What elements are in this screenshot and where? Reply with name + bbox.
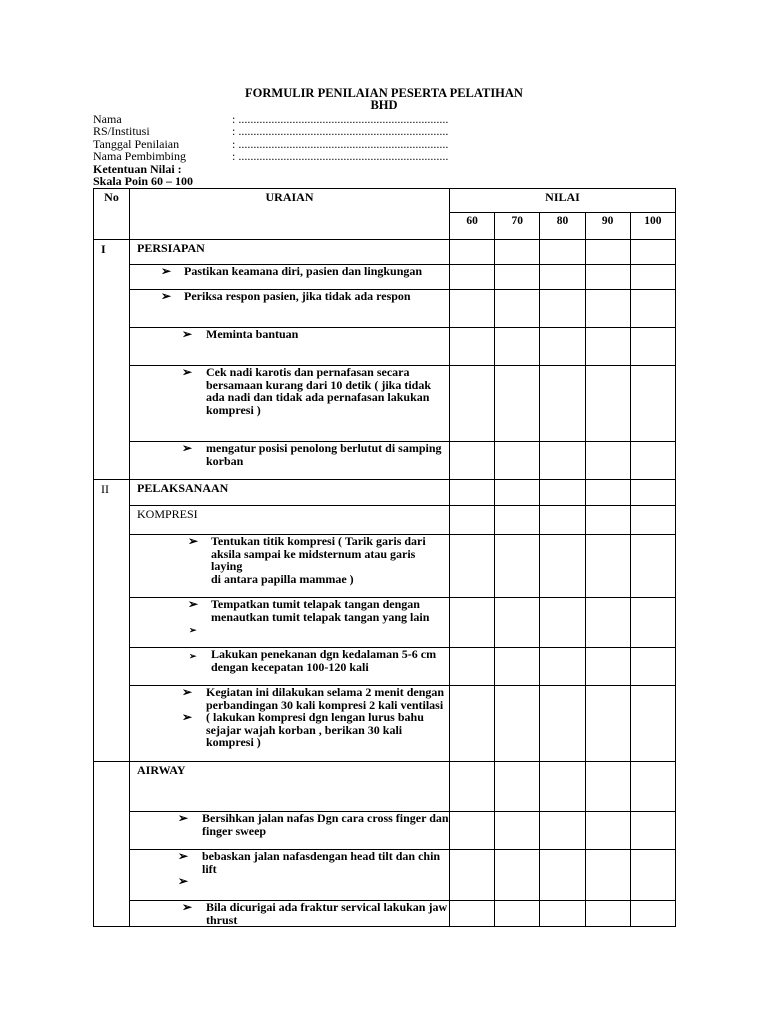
score-cell[interactable] [585, 762, 630, 812]
header-nilai: NILAI [450, 189, 676, 213]
list-item [130, 290, 450, 328]
score-cell[interactable] [450, 328, 495, 366]
score-cell[interactable] [450, 480, 495, 506]
rules-heading: Ketentuan Nilai : [93, 162, 182, 176]
section-title: PERSIAPAN [130, 240, 450, 265]
item-text [206, 366, 431, 416]
arrow-bullet-icon: ➢ [178, 874, 189, 888]
table-row [94, 598, 676, 648]
arrow-bullet-icon: ➢ [161, 289, 172, 303]
score-cell[interactable] [495, 328, 540, 366]
item-line: thrust [206, 912, 238, 927]
scoring-rules [93, 163, 193, 188]
arrow-bullet-icon: ➢ [178, 811, 189, 825]
item-line: mengatur posisi penolong berlutut di samping [206, 441, 442, 455]
score-cell[interactable] [630, 328, 675, 366]
item-text [206, 901, 447, 926]
score-cell[interactable] [450, 812, 495, 850]
field-institusi [93, 125, 448, 137]
table-row [94, 240, 676, 265]
table-row [94, 762, 676, 812]
item-line: bebaskan jalan nafasdengan head tilt dan chin [202, 849, 441, 863]
section-number [94, 762, 130, 927]
item-line: ( lakukan kompresi dgn lengan lurus bahu [206, 710, 424, 725]
table-row [94, 686, 676, 762]
item-line: aksila sampai ke midsternum atau garis laying [211, 546, 416, 574]
score-cell[interactable] [495, 648, 540, 686]
field-label: Tanggal Penilaian [93, 136, 180, 151]
arrow-bullet-icon: ➢ [182, 365, 193, 379]
list-item [130, 366, 450, 442]
arrow-bullet-icon: ➢ [189, 651, 197, 661]
item-text [206, 442, 442, 467]
list-item [130, 598, 450, 648]
table-row [94, 812, 676, 850]
item-text [211, 598, 429, 623]
score-cell[interactable] [585, 366, 630, 442]
score-cell[interactable] [540, 850, 585, 901]
score-cell[interactable] [450, 265, 495, 290]
item-line: finger sweep [202, 823, 267, 838]
score-cell[interactable] [495, 762, 540, 812]
score-cell[interactable] [585, 480, 630, 506]
score-cell[interactable] [450, 901, 495, 927]
field-blank: : ...................................................................... [232, 136, 449, 151]
score-cell[interactable] [585, 328, 630, 366]
field-blank: : ...................................................................... [232, 124, 449, 139]
score-cell[interactable] [540, 901, 585, 927]
score-cell[interactable] [540, 240, 585, 265]
score-90: 90 [585, 213, 630, 240]
subsection-label: KOMPRESI [130, 506, 450, 535]
subsection-label: AIRWAY [130, 762, 450, 812]
score-cell[interactable] [495, 290, 540, 328]
score-cell[interactable] [450, 506, 495, 535]
item-text [202, 812, 449, 837]
rules-scale: Skala Poin 60 – 100 [93, 174, 194, 189]
score-cell[interactable] [495, 598, 540, 648]
item-line: Bila dicurigai ada fraktur servical lakukan jaw [206, 900, 448, 914]
item-line: Bersihkan jalan nafas Dgn cara cross finger dan [202, 811, 449, 825]
list-item [130, 850, 450, 901]
item-text: Meminta bantuan [206, 327, 299, 341]
score-cell[interactable] [630, 850, 675, 901]
assessment-table [93, 188, 676, 927]
item-line: Cek nadi karotis dan pernafasan secara [206, 365, 410, 379]
score-cell[interactable] [540, 812, 585, 850]
item-text [202, 850, 440, 875]
arrow-bullet-icon: ➢ [182, 685, 193, 699]
score-cell[interactable] [450, 762, 495, 812]
score-cell[interactable] [450, 535, 495, 598]
arrow-bullet-icon: ➢ [189, 625, 197, 635]
item-text: Pastikan keamana diri, pasien dan lingkungan [184, 264, 423, 278]
score-cell[interactable] [495, 850, 540, 901]
item-line: menautkan tumit telapak tangan yang lain [211, 609, 430, 624]
score-cell[interactable] [630, 506, 675, 535]
list-item [130, 812, 450, 850]
field-label: Nama Pembimbing [93, 149, 186, 164]
score-cell[interactable] [450, 442, 495, 480]
table-row [94, 328, 676, 366]
field-blank: : ...................................................................... [232, 149, 449, 164]
item-text [206, 686, 444, 749]
score-cell[interactable] [585, 535, 630, 598]
score-cell[interactable] [585, 265, 630, 290]
score-cell[interactable] [630, 686, 675, 762]
table-row [94, 366, 676, 442]
score-cell[interactable] [495, 812, 540, 850]
item-text [211, 648, 436, 673]
score-cell[interactable] [540, 366, 585, 442]
item-line: korban [206, 453, 244, 468]
item-line: Tentukan titik kompresi ( Tarik garis dari [211, 534, 426, 548]
form-title: FORMULIR PENILAIAN PESERTA PELATIHAN [245, 86, 523, 100]
table-row [94, 648, 676, 686]
table-row [94, 901, 676, 927]
score-cell[interactable] [630, 240, 675, 265]
section-number: I [94, 240, 130, 480]
score-cell[interactable] [540, 686, 585, 762]
section-number: II [94, 480, 130, 762]
list-item [130, 686, 450, 762]
score-cell[interactable] [585, 648, 630, 686]
score-cell[interactable] [495, 686, 540, 762]
score-cell[interactable] [630, 535, 675, 598]
arrow-bullet-icon: ➢ [182, 327, 193, 341]
score-cell[interactable] [495, 535, 540, 598]
score-cell[interactable] [540, 265, 585, 290]
header-no: No [94, 189, 130, 240]
score-cell[interactable] [450, 648, 495, 686]
score-cell[interactable] [540, 598, 585, 648]
score-cell[interactable] [450, 850, 495, 901]
arrow-bullet-icon: ➢ [182, 900, 193, 914]
score-cell[interactable] [495, 480, 540, 506]
score-cell[interactable] [585, 290, 630, 328]
table-row [94, 442, 676, 480]
item-line: lift [202, 861, 217, 876]
score-60: 60 [450, 213, 495, 240]
table-row [94, 850, 676, 901]
score-cell[interactable] [495, 240, 540, 265]
score-cell[interactable] [630, 648, 675, 686]
score-cell[interactable] [585, 901, 630, 927]
item-text: Periksa respon pasien, jika tidak ada respon [184, 289, 411, 303]
score-cell[interactable] [450, 240, 495, 265]
section-title: PELAKSANAAN [130, 480, 450, 506]
table-row [94, 480, 676, 506]
score-cell[interactable] [450, 686, 495, 762]
table-header-row [94, 189, 676, 213]
score-cell[interactable] [630, 480, 675, 506]
score-cell[interactable] [540, 506, 585, 535]
field-pembimbing [93, 150, 448, 162]
score-cell[interactable] [450, 366, 495, 442]
item-line: sejajar wajah korban , berikan 30 kali [206, 722, 403, 737]
score-100: 100 [630, 213, 675, 240]
score-cell[interactable] [495, 366, 540, 442]
score-cell[interactable] [585, 442, 630, 480]
score-cell[interactable] [585, 506, 630, 535]
item-line: kompresi ) [206, 735, 261, 750]
item-line: Tempatkan tumit telapak tangan dengan [211, 597, 420, 611]
score-80: 80 [540, 213, 585, 240]
field-label: RS/Institusi [93, 124, 150, 139]
score-cell[interactable] [540, 442, 585, 480]
field-blank: : ...................................................................... [232, 112, 449, 126]
list-item [130, 648, 450, 686]
arrow-bullet-icon: ➢ [188, 597, 199, 611]
table-row [94, 290, 676, 328]
list-item [130, 442, 450, 480]
score-cell[interactable] [540, 535, 585, 598]
item-line: perbandingan 30 kali kompresi 2 kali ventilasi [206, 697, 444, 712]
form-subtitle: BHD [370, 98, 398, 112]
score-70: 70 [495, 213, 540, 240]
score-cell[interactable] [585, 240, 630, 265]
score-cell[interactable] [630, 290, 675, 328]
score-cell[interactable] [540, 328, 585, 366]
table-row [94, 265, 676, 290]
score-cell[interactable] [630, 901, 675, 927]
list-item [130, 535, 450, 598]
score-cell[interactable] [585, 812, 630, 850]
item-line: Lakukan penekanan dgn kedalaman 5-6 cm [211, 647, 437, 661]
score-cell[interactable] [585, 686, 630, 762]
field-label: Nama [93, 112, 122, 126]
arrow-bullet-icon: ➢ [161, 264, 172, 278]
arrow-bullet-icon: ➢ [182, 710, 193, 724]
list-item [130, 901, 450, 927]
score-cell[interactable] [630, 265, 675, 290]
score-cell[interactable] [495, 442, 540, 480]
item-line: di antara papilla mammae ) [211, 571, 354, 586]
score-cell[interactable] [495, 901, 540, 927]
item-line: Kegiatan ini dilakukan selama 2 menit dengan [206, 685, 445, 699]
score-cell[interactable] [540, 648, 585, 686]
table-row [94, 535, 676, 598]
item-text [211, 535, 449, 585]
item-line: ada nadi dan tidak ada pernafasan lakukan [206, 390, 430, 405]
score-cell[interactable] [450, 290, 495, 328]
participant-info [93, 113, 448, 163]
score-cell[interactable] [540, 480, 585, 506]
list-item [130, 265, 450, 290]
score-cell[interactable] [540, 290, 585, 328]
score-cell[interactable] [585, 850, 630, 901]
score-cell[interactable] [540, 762, 585, 812]
item-line: dengan kecepatan 100-120 kali [211, 659, 369, 674]
score-cell[interactable] [585, 598, 630, 648]
score-cell[interactable] [630, 442, 675, 480]
header-uraian: URAIAN [130, 189, 450, 240]
arrow-bullet-icon: ➢ [182, 441, 193, 455]
arrow-bullet-icon: ➢ [188, 534, 199, 548]
score-cell[interactable] [630, 366, 675, 442]
score-cell[interactable] [630, 762, 675, 812]
score-cell[interactable] [450, 598, 495, 648]
score-cell[interactable] [495, 265, 540, 290]
list-item [130, 328, 450, 366]
score-cell[interactable] [630, 598, 675, 648]
item-line: bersamaan kurang dari 10 detik ( jika tidak [206, 377, 432, 392]
score-cell[interactable] [495, 506, 540, 535]
table-row [94, 506, 676, 535]
item-line: kompresi ) [206, 402, 261, 417]
score-cell[interactable] [630, 812, 675, 850]
arrow-bullet-icon: ➢ [178, 849, 189, 863]
